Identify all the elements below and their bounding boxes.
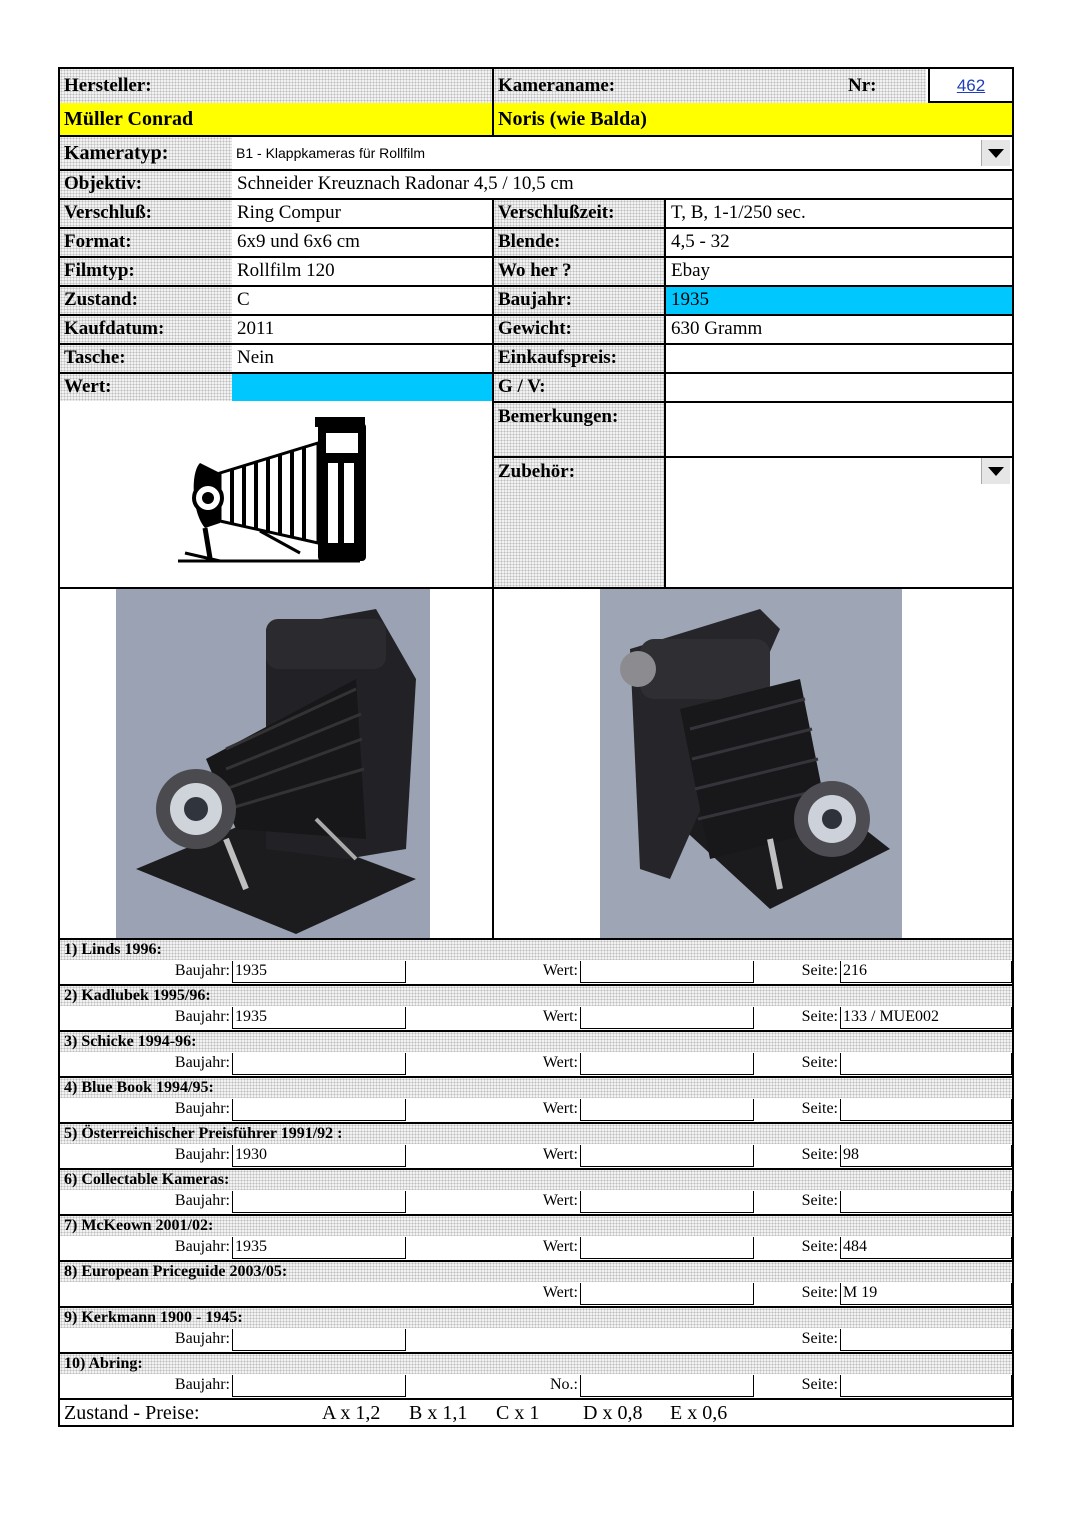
kameraname-value: Noris (wie Balda) [498,108,647,130]
column-divider-right [664,200,666,587]
reference-baujahr-label: Baujahr: [174,1192,230,1209]
reference-seite-field[interactable] [840,1053,1012,1075]
reference-baujahr-label: Baujahr: [174,1330,230,1347]
reference-seite-field[interactable] [840,1191,1012,1213]
reference-seite-field[interactable]: 216 [840,961,1012,983]
reference-title: 8) European Priceguide 2003/05: [60,1262,1012,1282]
camera-photo-right-image [600,589,902,938]
reference-title: 7) McKeown 2001/02: [60,1216,1012,1236]
zubehoer-dropdown-button[interactable] [981,458,1010,484]
kameratyp-label: Kameratyp: [64,142,169,164]
kaufdatum-value: 2011 [237,318,275,339]
kameraname-label: Kameraname: [498,75,616,96]
kameraname-value-cell [494,103,1012,135]
tasche-label-cell [60,345,232,372]
camera-photo-left [116,589,430,938]
reference-wert-field[interactable] [580,1145,754,1167]
price-factor-c: C x 1 [496,1402,540,1424]
einkaufspreis-label: Einkaufspreis: [498,347,617,368]
reference-seite-label: Seite: [801,1100,838,1117]
reference-wert-field[interactable] [580,1191,754,1213]
reference-wert-label: Wert: [542,1192,578,1209]
reference-baujahr-field[interactable] [232,1329,406,1351]
reference-wert-field[interactable] [580,1283,754,1305]
zubehoer-label: Zubehör: [498,461,576,482]
baujahr-label: Baujahr: [498,289,572,310]
price-factor-a: A x 1,2 [322,1402,381,1424]
reference-seite-field[interactable] [840,1375,1012,1397]
reference-row [60,1328,1012,1352]
price-factor-b: B x 1,1 [409,1402,468,1424]
reference-baujahr-field[interactable] [232,1099,406,1121]
wert-label: Wert: [64,376,112,397]
reference-baujahr-label: Baujahr: [174,962,230,979]
einkaufspreis-value [666,345,1012,372]
logo-area [60,403,492,587]
reference-row [60,960,1012,984]
camera-record-sheet [58,67,1014,1427]
reference-seite-label: Seite: [801,1284,838,1301]
reference-baujahr-label: Baujahr: [174,1146,230,1163]
reference-seite-label: Seite: [801,1330,838,1347]
objektiv-value: Schneider Kreuznach Radonar 4,5 / 10,5 cm [237,173,574,194]
blende-label-cell [494,229,666,256]
filmtyp-value: Rollfilm 120 [237,260,335,281]
reference-row [60,1052,1012,1076]
hersteller-value: Müller Conrad [64,108,194,130]
bemerkungen-label: Bemerkungen: [498,406,619,427]
wert-value [232,374,492,401]
filmtyp-label-cell [60,258,232,285]
format-label: Format: [64,231,132,252]
nr-value-cell [928,69,1012,103]
bemerkungen-value[interactable] [666,403,1012,456]
baujahr-value: 1935 [666,287,1012,314]
verschluss-label-cell [60,200,232,227]
zubehoer-label-cell [494,458,666,587]
reference-baujahr-field[interactable] [232,1053,406,1075]
verschlusszeit-label-cell [494,200,666,227]
reference-seite-field[interactable] [840,1099,1012,1121]
reference-seite-label: Seite: [801,1192,838,1209]
reference-wert-field[interactable] [580,961,754,983]
price-factor-label: Zustand - Preise: [64,1402,200,1424]
kameratyp-value: B1 - Klappkameras für Rollfilm [236,145,426,161]
zustand-label-cell [60,287,232,314]
price-factor-row [60,1400,1012,1427]
reference-seite-field[interactable]: 484 [840,1237,1012,1259]
zubehoer-select[interactable] [666,458,1012,587]
reference-list [60,940,1012,1400]
blende-label: Blende: [498,231,561,252]
zustand-value: C [237,289,250,310]
camera-photo-left-image [116,589,430,938]
reference-seite-label: Seite: [801,1376,838,1393]
reference-wert-field[interactable] [580,1237,754,1259]
reference-baujahr-field[interactable] [232,1191,406,1213]
kaufdatum-label: Kaufdatum: [64,318,165,339]
reference-wert-label: Wert: [542,962,578,979]
reference-baujahr-field[interactable]: 1930 [232,1145,406,1167]
bemerkungen-label-cell [494,403,666,456]
price-factor-d: D x 0,8 [583,1402,643,1424]
tasche-label: Tasche: [64,347,126,368]
kaufdatum-label-cell [60,316,232,343]
reference-seite-field[interactable]: M 19 [840,1283,1012,1305]
kameratyp-select[interactable] [232,137,1012,169]
photo-cell-right [494,589,1012,938]
reference-row [60,1236,1012,1260]
filmtyp-label: Filmtyp: [64,260,135,281]
gv-label-cell [494,374,666,401]
reference-title: 6) Collectable Kameras: [60,1170,1012,1190]
gewicht-label-cell [494,316,666,343]
reference-wert-field[interactable] [580,1099,754,1121]
reference-row [60,1098,1012,1122]
reference-baujahr-label: Baujahr: [174,1100,230,1117]
reference-wert-label: Wert: [542,1146,578,1163]
reference-wert-label: Wert: [542,1008,578,1025]
woher-label-cell [494,258,666,285]
kameratyp-label-cell [60,137,232,169]
hersteller-value-cell [60,103,492,135]
reference-title: 3) Schicke 1994-96: [60,1032,1012,1052]
reference-seite-label: Seite: [801,1238,838,1255]
reference-title: 4) Blue Book 1994/95: [60,1078,1012,1098]
reference-baujahr-label: Baujahr: [174,1008,230,1025]
reference-row [60,1374,1012,1398]
reference-seite-label: Seite: [801,1008,838,1025]
nr-label: Nr: [848,75,877,96]
blende-value: 4,5 - 32 [671,231,730,252]
reference-baujahr-label: Baujahr: [174,1376,230,1393]
reference-seite-label: Seite: [801,962,838,979]
reference-title: 9) Kerkmann 1900 - 1945: [60,1308,1012,1328]
zustand-label: Zustand: [64,289,138,310]
woher-value: Ebay [671,260,711,281]
format-value: 6x9 und 6x6 cm [237,231,360,252]
reference-baujahr-field[interactable] [232,1375,406,1397]
einkaufspreis-label-cell [494,345,666,372]
nr-link[interactable]: 462 [956,76,986,95]
tasche-value: Nein [237,347,274,368]
verschlusszeit-label: Verschlußzeit: [498,202,615,223]
wert-label-cell [60,374,232,401]
camera-photo-right [600,589,902,938]
reference-wert-label: No.: [550,1376,578,1393]
verschlusszeit-value: T, B, 1-1/250 sec. [671,202,806,223]
kameratyp-dropdown-button[interactable] [981,140,1010,166]
reference-row [60,1144,1012,1168]
photo-cell-left [60,589,492,938]
reference-title: 2) Kadlubek 1995/96: [60,986,1012,1006]
reference-row [60,1190,1012,1214]
header-divider [492,69,494,137]
reference-seite-field[interactable]: 98 [840,1145,1012,1167]
reference-wert-field[interactable] [580,1375,754,1397]
objektiv-label-cell [60,171,232,199]
bellows-camera-logo [60,403,492,587]
reference-baujahr-field[interactable]: 1935 [232,1007,406,1029]
reference-baujahr-field[interactable]: 1935 [232,961,406,983]
reference-row [60,1282,1012,1306]
kameraname-label-cell [494,69,926,103]
hersteller-label-cell [60,69,492,103]
reference-wert-field[interactable] [580,1007,754,1029]
baujahr-label-cell [494,287,666,314]
reference-baujahr-label: Baujahr: [174,1054,230,1071]
verschluss-value: Ring Compur [237,202,341,223]
reference-seite-field[interactable] [840,1329,1012,1351]
reference-wert-label: Wert: [542,1238,578,1255]
gv-label: G / V: [498,376,546,397]
reference-row [60,1006,1012,1030]
reference-baujahr-field[interactable]: 1935 [232,1237,406,1259]
reference-wert-field[interactable] [580,1053,754,1075]
reference-wert-label: Wert: [542,1054,578,1071]
reference-title: 1) Linds 1996: [60,940,1012,960]
reference-title: 5) Österreichischer Preisführer 1991/92 : [60,1124,1012,1144]
reference-seite-label: Seite: [801,1054,838,1071]
reference-baujahr-label: Baujahr: [174,1238,230,1255]
reference-wert-label: Wert: [542,1100,578,1117]
dropdown-arrow-icon [988,467,1004,476]
verschluss-label: Verschluß: [64,202,152,223]
gewicht-value: 630 Gramm [671,318,763,339]
reference-wert-label: Wert: [542,1284,578,1301]
woher-label: Wo her ? [498,260,572,281]
reference-seite-field[interactable]: 133 / MUE002 [840,1007,1012,1029]
hersteller-label: Hersteller: [64,75,152,96]
price-factor-e: E x 0,6 [670,1402,728,1424]
objektiv-label: Objektiv: [64,173,143,194]
gewicht-label: Gewicht: [498,318,572,339]
format-label-cell [60,229,232,256]
reference-title: 10) Abring: [60,1354,1012,1374]
gv-value [666,374,1012,401]
reference-seite-label: Seite: [801,1146,838,1163]
dropdown-arrow-icon [988,149,1004,158]
